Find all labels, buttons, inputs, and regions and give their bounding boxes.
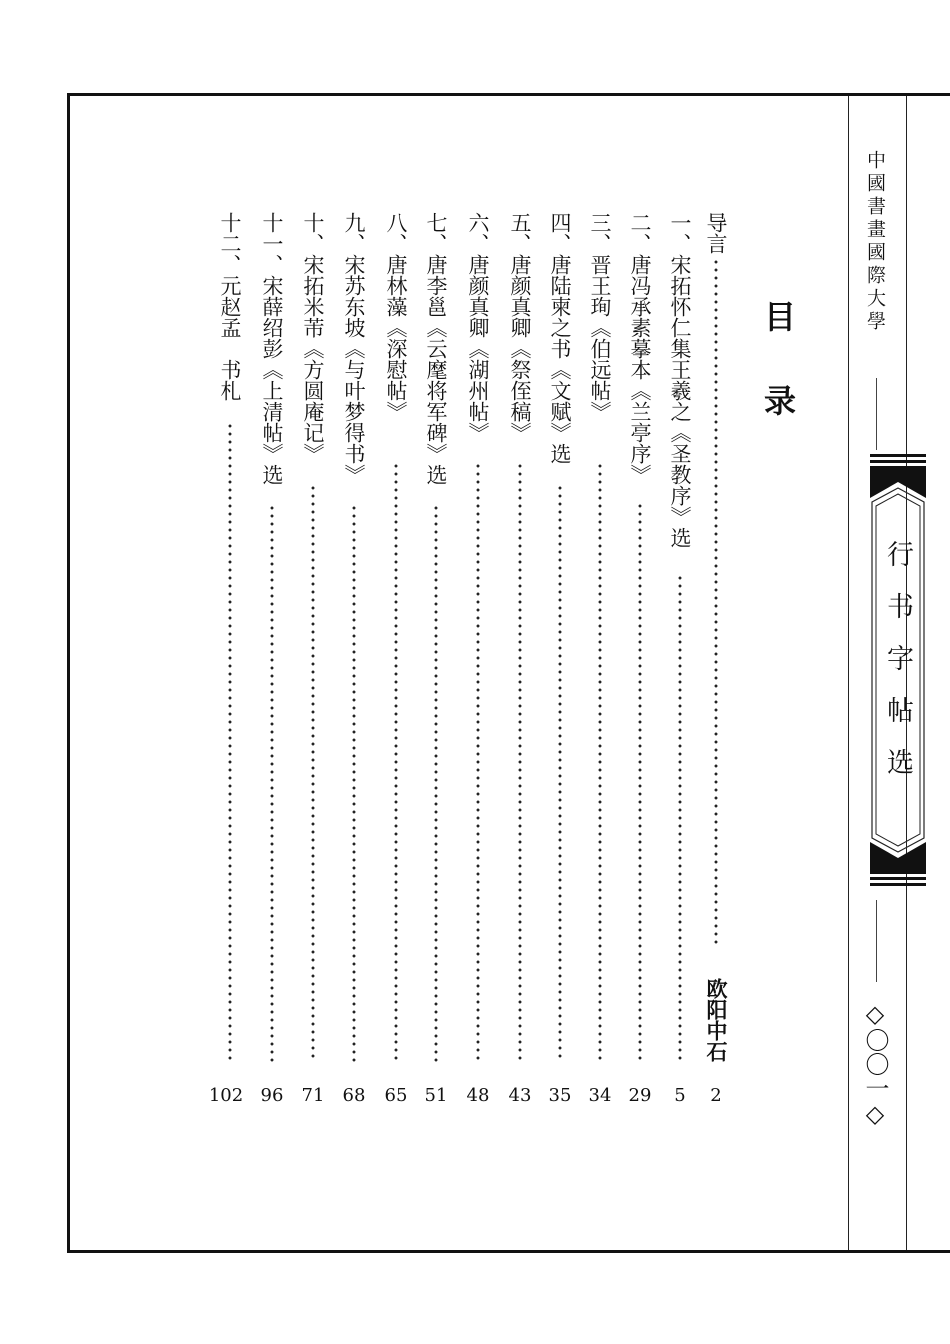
toc-leader-dots [714, 258, 718, 946]
toc-entry-title: 十一、宋薛绍彭《上清帖》选 [260, 212, 284, 485]
toc-page-number: 5 [674, 1085, 686, 1106]
toc-entry-title: 一、宋拓怀仁集王羲之《圣教序》选 [668, 212, 692, 548]
toc-heading: 目录 [759, 300, 797, 468]
toc-leader-dots [638, 502, 642, 1062]
toc-entry[interactable] [698, 212, 734, 1062]
toc-entry-title: 九、宋苏东坡《与叶梦得书》 [342, 212, 366, 485]
toc-entry[interactable] [460, 212, 496, 1062]
toc-leader-dots [311, 484, 315, 1062]
toc-leader-dots [518, 462, 522, 1062]
toc-page-number: 35 [548, 1085, 572, 1106]
toc-leader-dots [394, 462, 398, 1062]
toc-entry-title: 七、唐李邕《云麾将军碑》选 [424, 212, 448, 485]
toc-entry[interactable] [662, 212, 698, 1062]
spine-rule-bottom [876, 900, 877, 982]
toc-leader-dots [678, 574, 682, 1062]
toc-page-number: 43 [508, 1085, 532, 1106]
toc-leader-dots [352, 504, 356, 1062]
toc-page-number: 68 [342, 1085, 366, 1106]
toc-entry[interactable] [212, 212, 248, 1062]
toc-entry-title: 十二、元赵孟 书札 [218, 212, 242, 401]
spine-rule-top [876, 378, 877, 450]
toc-leader-dots [228, 422, 232, 1062]
toc-entry[interactable] [622, 212, 658, 1062]
toc-entry-title: 二、唐冯承素摹本《兰亭序》 [628, 212, 652, 485]
toc-entry-title: 十、宋拓米芾《方圆庵记》 [301, 212, 325, 464]
toc-page-number: 65 [384, 1085, 408, 1106]
toc-entry[interactable] [418, 212, 454, 1062]
toc-page-number: 34 [588, 1085, 612, 1106]
toc-entry[interactable] [502, 212, 538, 1062]
toc-entry-title: 四、唐陆柬之书《文赋》选 [548, 212, 572, 464]
toc-page-number: 29 [628, 1085, 652, 1106]
toc-entry[interactable] [254, 212, 290, 1062]
toc-leader-dots [270, 504, 274, 1062]
book-title: 行书字帖选 [882, 540, 913, 800]
toc-page-number: 102 [208, 1085, 244, 1106]
toc-leader-dots [434, 504, 438, 1062]
toc-leader-dots [476, 462, 480, 1062]
toc-entry-title: 六、唐颜真卿《湖州帖》 [466, 212, 490, 443]
toc-page-number: 2 [710, 1085, 722, 1106]
toc-entry-title: 五、唐颜真卿《祭侄稿》 [508, 212, 532, 443]
toc-page-number: 71 [301, 1085, 325, 1106]
university-name: 中國書畫國際大學 [864, 150, 886, 334]
toc-page-number: 51 [424, 1085, 448, 1106]
toc-entry[interactable] [582, 212, 618, 1062]
toc-page-number: 96 [260, 1085, 284, 1106]
toc-leader-dots [598, 462, 602, 1062]
toc-entry-author: 欧阳中石 [704, 978, 729, 1062]
toc-page-number: 48 [466, 1085, 490, 1106]
spine-divider-left [848, 96, 849, 1250]
toc-entry[interactable] [542, 212, 578, 1062]
toc-entry-title: 八、唐林藻《深慰帖》 [384, 212, 408, 422]
toc-entry-title: 三、晋王珣《伯远帖》 [588, 212, 612, 422]
toc-entry[interactable] [378, 212, 414, 1062]
toc-entry[interactable] [295, 212, 331, 1062]
toc-leader-dots [558, 484, 562, 1062]
page-number: ◇〇〇一◇ [861, 1000, 889, 1128]
toc-entry[interactable] [336, 212, 372, 1062]
toc-entry-title: 导言 [704, 212, 728, 254]
